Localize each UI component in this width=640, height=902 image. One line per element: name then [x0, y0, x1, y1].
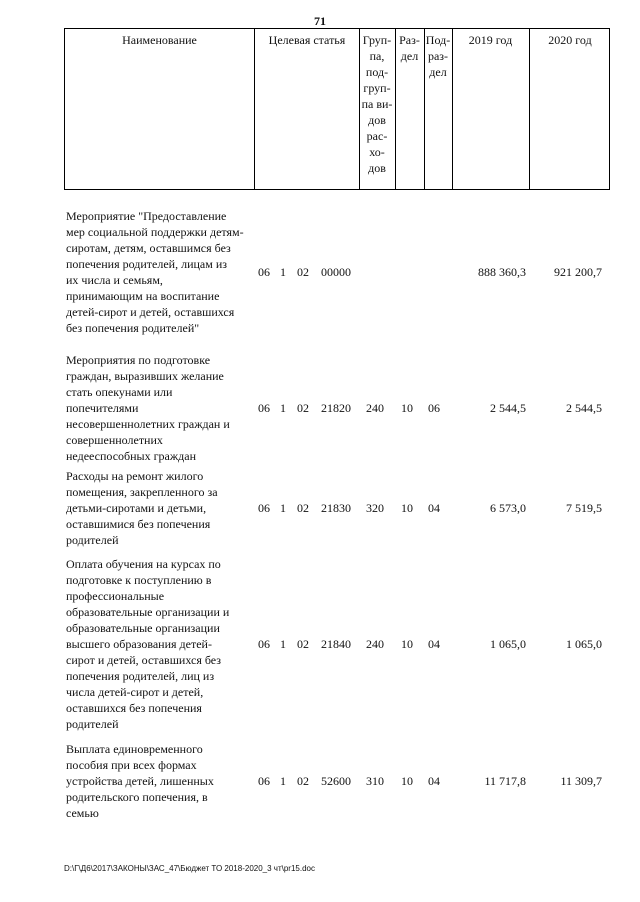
row-name: Расходы на ремонт жилого помещения, закрепленного за детьми-сиротами и детьми, оставшимися без попечения родителей [66, 469, 218, 547]
value-2019: 2 544,5 [490, 401, 526, 415]
value-2020: 921 200,7 [554, 265, 602, 279]
target-code-direction: 21830 [321, 501, 351, 515]
razdel-code: 10 [401, 401, 413, 415]
header-group: Груп- па, под- груп- па ви- дов рас- хо- дов [361, 33, 393, 175]
value-2020: 2 544,5 [566, 401, 602, 415]
header-name: Наименование [122, 33, 197, 47]
header-razdel: Раз- дел [399, 33, 420, 63]
podrazdel-code: 04 [428, 637, 440, 651]
value-2020: 7 519,5 [566, 501, 602, 515]
value-2020: 1 065,0 [566, 637, 602, 651]
header-target: Целевая статья [268, 33, 346, 47]
row-name: Оплата обучения на курсах по подготовке к поступлению в профессиональные образовательные организации и образовательные организации высшего образования детей- сирот и детей, оставшихся без попечения родителей, лиц из числа детей-сирот и детей, оставшихся без попечения родителей [66, 557, 230, 731]
target-code-direction: 21820 [321, 401, 351, 415]
header-podrazdel: Под- раз- дел [425, 33, 451, 79]
file-path-footer: D:\Г\Д6\2017\ЗАКОНЫ\ЗАС_47\Бюджет ТО 2018-2020_3 чт\pr15.doc [64, 864, 315, 873]
target-code-direction: 00000 [321, 265, 351, 279]
group-code: 310 [366, 774, 384, 788]
row-name: Мероприятие "Предоставление мер социальной поддержки детям- сиротам, детям, оставшимся без попечения родителей, лицам из их числа и семьям, принимающим на воспитание детей-сирот и детей, оставшихся без попечения родителей" [66, 209, 244, 335]
target-code-program: 06 [258, 637, 270, 651]
podrazdel-code: 06 [428, 401, 440, 415]
target-code-subprogram: 1 [280, 774, 286, 788]
table-header [64, 28, 610, 190]
group-code: 240 [366, 637, 384, 651]
target-code-subprogram: 1 [280, 265, 286, 279]
row-name: Мероприятия по подготовке граждан, выразивших желание стать опекунами или попечителями несовершеннолетних граждан и совершеннолетних недееспособных граждан [66, 353, 230, 463]
razdel-code: 10 [401, 774, 413, 788]
target-code-event: 02 [297, 265, 309, 279]
value-2019: 11 717,8 [484, 774, 526, 788]
target-code-program: 06 [258, 265, 270, 279]
header-2020: 2020 год [548, 33, 592, 47]
target-code-program: 06 [258, 774, 270, 788]
target-code-subprogram: 1 [280, 401, 286, 415]
row-name: Выплата единовременного пособия при всех формах устройства детей, лишенных родительского попечения, в семью [66, 742, 214, 820]
header-2019: 2019 год [468, 33, 513, 47]
razdel-code: 10 [401, 501, 413, 515]
target-code-event: 02 [297, 401, 309, 415]
target-code-event: 02 [297, 637, 309, 651]
target-code-subprogram: 1 [280, 637, 286, 651]
target-code-subprogram: 1 [280, 501, 286, 515]
value-2019: 1 065,0 [490, 637, 526, 651]
target-code-direction: 52600 [321, 774, 351, 788]
target-code-event: 02 [297, 774, 309, 788]
group-code: 320 [366, 501, 384, 515]
podrazdel-code: 04 [428, 501, 440, 515]
target-code-direction: 21840 [321, 637, 351, 651]
group-code: 240 [366, 401, 384, 415]
target-code-event: 02 [297, 501, 309, 515]
value-2019: 6 573,0 [490, 501, 526, 515]
target-code-program: 06 [258, 401, 270, 415]
value-2019: 888 360,3 [478, 265, 526, 279]
target-code-program: 06 [258, 501, 270, 515]
value-2020: 11 309,7 [560, 774, 602, 788]
razdel-code: 10 [401, 637, 413, 651]
page-number: 71 [314, 14, 326, 28]
podrazdel-code: 04 [428, 774, 440, 788]
